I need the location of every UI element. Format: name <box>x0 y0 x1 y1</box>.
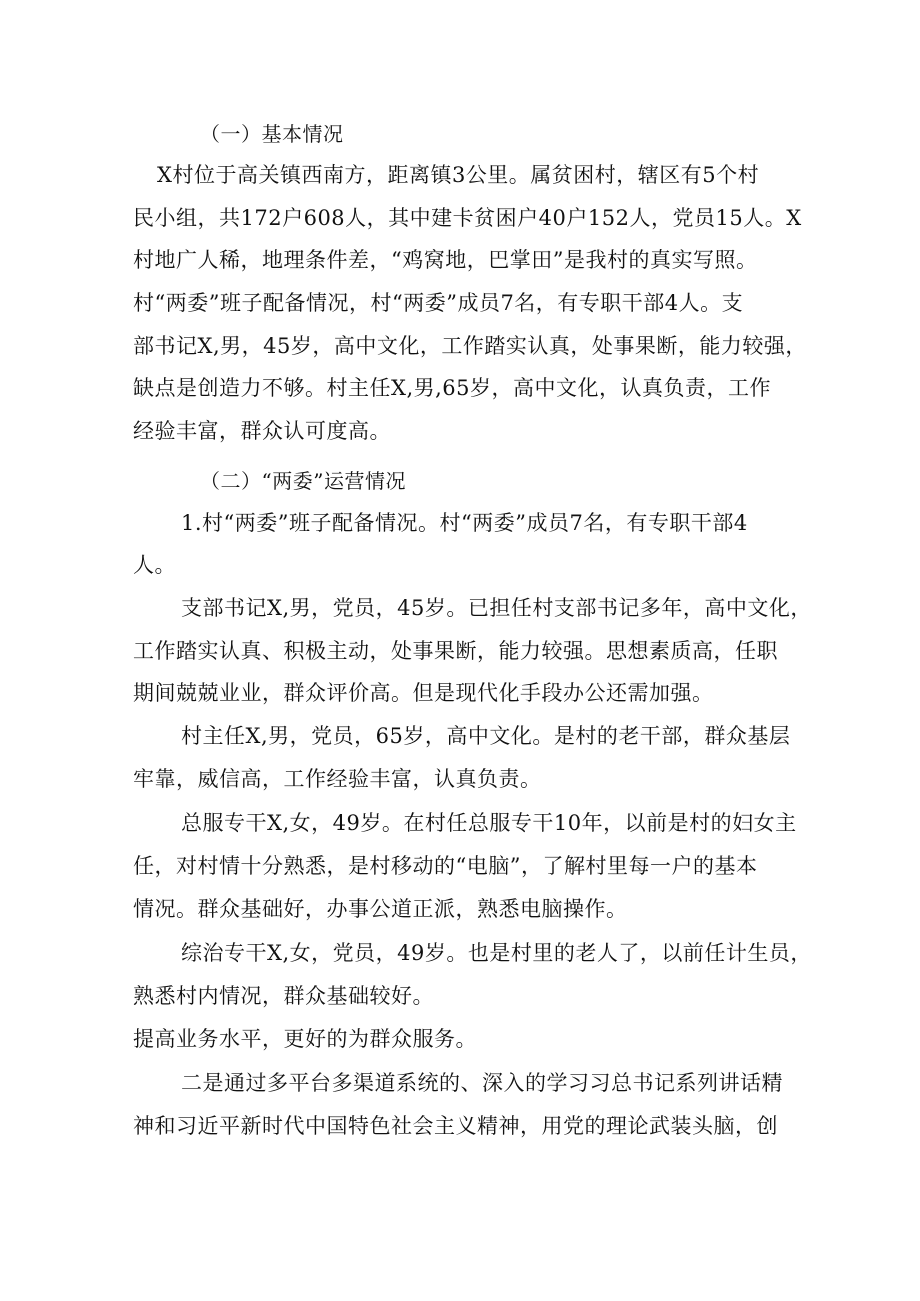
paragraph-line: 民小组，共172户608人，其中建卡贫困户40户152人，党员15人。X <box>133 206 802 230</box>
paragraph-line: 经验丰富，群众认可度高。 <box>133 419 391 443</box>
paragraph-line: 提高业务水平，更好的为群众服务。 <box>133 1027 477 1051</box>
paragraph-line: 人。 <box>133 553 176 577</box>
paragraph-line: 村地广人稀，地理条件差，“鸡窝地，巴掌田”是我村的真实写照。 <box>133 248 758 272</box>
paragraph-line: 任，对村情十分熟悉，是村移动的“电脑”，了解村里每一户的基本 <box>133 854 758 878</box>
paragraph-line: 1.村“两委”班子配备情况。村“两委”成员7名，有专职干部4 <box>181 511 748 535</box>
paragraph-line: 综治专干X,女，党员，49岁。也是村里的老人了，以前任计生员， <box>181 941 812 965</box>
paragraph-line: 支部书记X,男，党员，45岁。已担任村支部书记多年，高中文化， <box>181 596 812 620</box>
paragraph-line: 熟悉村内情况，群众基础较好。 <box>133 984 434 1008</box>
section-heading-operations: （二）“两委”运营情况 <box>200 469 406 493</box>
paragraph-line: 二是通过多平台多渠道系统的、深入的学习习总书记系列讲话精 <box>181 1071 783 1095</box>
paragraph-line: 神和习近平新时代中国特色社会主义精神，用党的理论武装头脑，创 <box>133 1114 778 1138</box>
paragraph-line: 村“两委”班子配备情况，村“两委”成员7名，有专职干部4人。支 <box>133 291 744 315</box>
paragraph-line: X村位于高关镇西南方，距离镇3公里。属贫困村，辖区有5个村 <box>157 163 760 187</box>
paragraph-line: 情况。群众基础好，办事公道正派，熟悉电脑操作。 <box>133 897 628 921</box>
paragraph-line: 总服专干X,女，49岁。在村任总服专干10年，以前是村的妇女主 <box>181 811 797 835</box>
paragraph-line: 期间兢兢业业，群众评价高。但是现代化手段办公还需加强。 <box>133 681 714 705</box>
paragraph-line: 牢靠，威信高，工作经验丰富，认真负责。 <box>133 767 542 791</box>
section-heading-basic-info: （一）基本情况 <box>200 122 344 146</box>
paragraph-line: 缺点是创造力不够。村主任X,男,65岁，高中文化，认真负责，工作 <box>133 376 772 400</box>
paragraph-line: 工作踏实认真、积极主动，处事果断，能力较强。思想素质高，任职 <box>133 639 778 663</box>
paragraph-line: 村主任X,男，党员，65岁，高中文化。是村的老干部，群众基层 <box>181 724 791 748</box>
paragraph-line: 部书记X,男，45岁，高中文化，工作踏实认真，处事果断，能力较强， <box>133 334 807 358</box>
